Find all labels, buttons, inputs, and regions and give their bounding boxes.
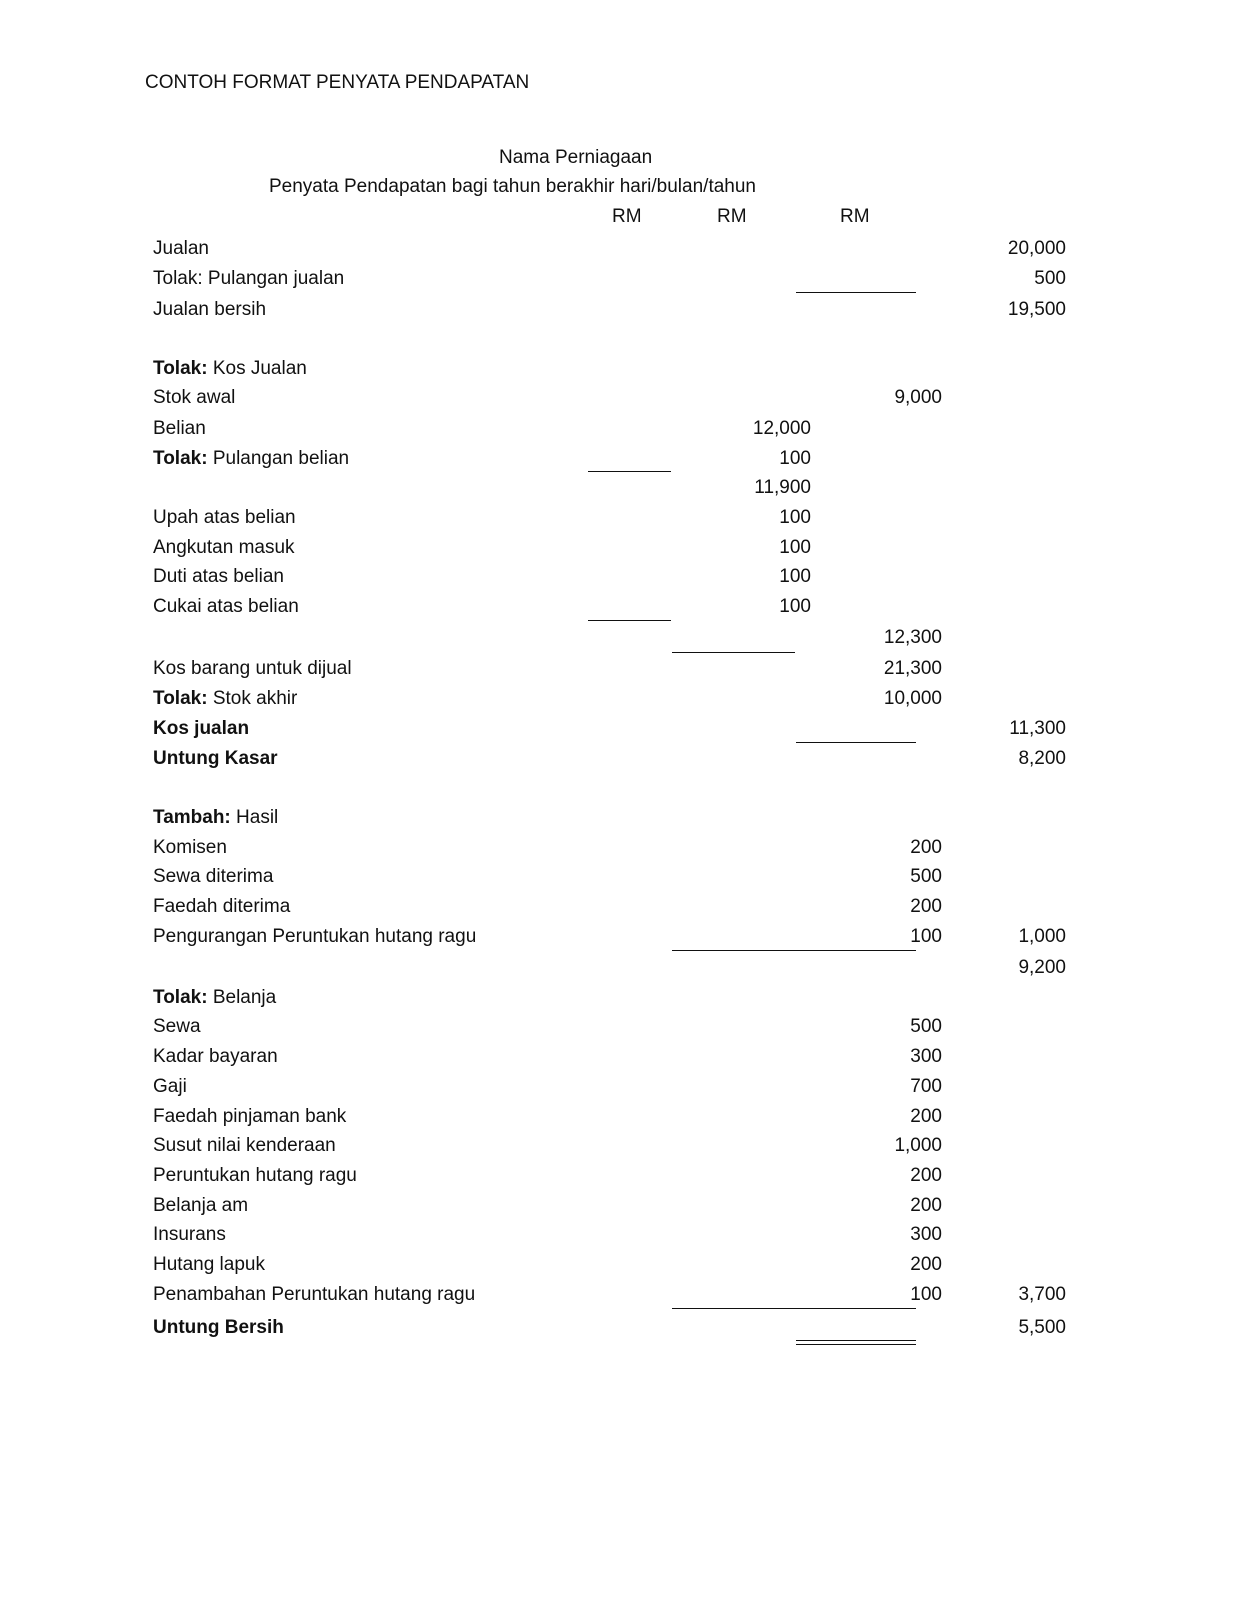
row-label-text: Peruntukan hutang ragu <box>153 1165 357 1186</box>
row-label-text: Belian <box>153 418 206 439</box>
statement-row <box>153 475 923 503</box>
row-label <box>153 746 278 772</box>
rule <box>796 742 916 743</box>
statement-row <box>153 236 1066 264</box>
amount-col-2: 9,000 <box>894 387 942 408</box>
statement-row <box>153 924 1066 952</box>
statement-row <box>153 266 1066 294</box>
statement-row <box>153 446 923 474</box>
row-label <box>153 297 266 323</box>
statement-row <box>153 716 1066 744</box>
statement-row <box>153 955 1066 983</box>
statement-row <box>153 1104 942 1132</box>
currency-header-1: RM <box>612 206 642 227</box>
statement-row <box>153 385 942 413</box>
row-label-text: Komisen <box>153 837 227 858</box>
row-label-bold: Tolak: <box>153 987 208 1008</box>
amount-col-2: 300 <box>910 1046 942 1067</box>
statement-row <box>153 894 942 922</box>
row-label-text: Cukai atas belian <box>153 596 299 617</box>
row-label <box>153 1282 475 1308</box>
rule <box>672 1308 916 1309</box>
amount-col-3: 5,500 <box>1018 1317 1066 1338</box>
statement-row <box>153 1282 1066 1310</box>
amount-col-1: 100 <box>779 596 811 617</box>
rule <box>672 950 916 951</box>
row-label-bold: Tolak: <box>153 688 208 709</box>
statement-row <box>153 505 923 533</box>
amount-col-2: 200 <box>910 1195 942 1216</box>
row-label-text: Kos Jualan <box>207 358 307 379</box>
row-label-text: Hutang lapuk <box>153 1254 265 1275</box>
rule <box>672 652 795 653</box>
row-label <box>153 1163 357 1189</box>
row-label <box>153 924 476 950</box>
business-name: Nama Perniagaan <box>499 147 653 168</box>
amount-col-2: 700 <box>910 1076 942 1097</box>
row-label <box>153 1133 336 1159</box>
row-label <box>153 805 278 831</box>
amount-col-3: 11,300 <box>1009 718 1066 739</box>
row-label-text: Sewa diterima <box>153 866 274 887</box>
amount-col-1: 12,000 <box>752 418 811 439</box>
row-label <box>153 864 273 890</box>
amount-col-3: 8,200 <box>1018 748 1066 769</box>
row-label-text: Stok awal <box>153 387 236 408</box>
row-label <box>153 1074 187 1100</box>
amount-col-2: 500 <box>910 1016 942 1037</box>
row-label-text: Pulangan belian <box>207 448 350 469</box>
statement-row <box>153 535 923 563</box>
document-title: CONTOH FORMAT PENYATA PENDAPATAN <box>145 72 530 93</box>
row-label-text: Hasil <box>230 807 279 828</box>
amount-col-2: 1,000 <box>894 1135 942 1156</box>
row-label-text: Tolak: Pulangan jualan <box>153 268 345 289</box>
row-label <box>153 356 307 382</box>
amount-col-3: 20,000 <box>1007 238 1066 259</box>
row-label-bold: Kos jualan <box>153 718 250 739</box>
statement-row <box>153 1252 942 1280</box>
statement-row <box>153 1074 942 1102</box>
amount-col-1: 100 <box>779 537 811 558</box>
row-label <box>153 716 249 742</box>
row-label <box>153 505 296 531</box>
amount-col-2: 300 <box>910 1224 942 1245</box>
row-label-bold: Tambah: <box>153 807 231 828</box>
statement-row <box>153 1014 942 1042</box>
amount-col-2: 200 <box>910 896 942 917</box>
double-rule <box>796 1340 916 1345</box>
row-label-bold: Untung Kasar <box>153 748 278 769</box>
row-label <box>153 1104 346 1130</box>
row-label <box>153 1252 265 1278</box>
row-label <box>153 1014 201 1040</box>
row-label <box>153 1222 226 1248</box>
row-label-text: Duti atas belian <box>153 566 284 587</box>
amount-col-1: 100 <box>779 448 811 469</box>
amount-col-3: 19,500 <box>1007 299 1066 320</box>
row-label <box>153 385 235 411</box>
statement-row <box>153 297 1066 325</box>
statement-row <box>153 805 923 833</box>
row-label-text: Faedah diterima <box>153 896 291 917</box>
statement-row <box>153 356 923 384</box>
row-label-text: Jualan bersih <box>153 299 267 320</box>
amount-col-1: 100 <box>779 566 811 587</box>
row-label <box>153 594 299 620</box>
row-label-text: Belanja am <box>153 1195 249 1216</box>
row-label-text: Belanja <box>207 987 277 1008</box>
amount-col-2: 100 <box>910 1284 942 1305</box>
statement-row <box>153 686 942 714</box>
row-label <box>153 835 227 861</box>
statement-row <box>153 1193 942 1221</box>
amount-col-1: 100 <box>779 507 811 528</box>
row-label-text: Faedah pinjaman bank <box>153 1106 347 1127</box>
row-label <box>153 1044 278 1070</box>
amount-col-2: 200 <box>910 1254 942 1275</box>
statement-row <box>153 985 923 1013</box>
statement-row <box>153 1315 1066 1343</box>
amount-col-2: 500 <box>910 866 942 887</box>
amount-col-3: 9,200 <box>1018 957 1066 978</box>
row-label-text: Kos barang untuk dijual <box>153 658 352 679</box>
row-label <box>153 894 290 920</box>
amount-col-2: 200 <box>910 1165 942 1186</box>
statement-row <box>153 1044 942 1072</box>
statement-row <box>153 564 923 592</box>
statement-row <box>153 1133 942 1161</box>
row-label-bold: Tolak: <box>153 448 208 469</box>
row-label-bold: Untung Bersih <box>153 1317 284 1338</box>
row-label <box>153 1193 248 1219</box>
row-label <box>153 656 352 682</box>
statement-row <box>153 746 1066 774</box>
row-label <box>153 686 297 712</box>
row-label-text: Insurans <box>153 1224 226 1245</box>
row-label-text: Angkutan masuk <box>153 537 295 558</box>
amount-col-3: 3,700 <box>1018 1284 1066 1305</box>
row-label-bold: Tolak: <box>153 358 208 379</box>
row-label <box>153 564 284 590</box>
row-label-text: Pengurangan Peruntukan hutang ragu <box>153 926 477 947</box>
rule <box>588 471 671 472</box>
amount-col-2: 10,000 <box>883 688 942 709</box>
amount-col-2: 100 <box>910 926 942 947</box>
row-label-text: Susut nilai kenderaan <box>153 1135 336 1156</box>
currency-header-2: RM <box>717 206 747 227</box>
row-label-text: Kadar bayaran <box>153 1046 278 1067</box>
statement-row <box>153 1222 942 1250</box>
row-label <box>153 416 206 442</box>
row-label-text: Stok akhir <box>207 688 298 709</box>
currency-header-3: RM <box>840 206 870 227</box>
row-label-text: Jualan <box>153 238 209 259</box>
row-label <box>153 446 349 472</box>
statement-row <box>153 864 942 892</box>
amount-col-2: 200 <box>910 837 942 858</box>
amount-col-3: 1,000 <box>1018 926 1066 947</box>
rule <box>796 292 916 293</box>
statement-row <box>153 625 942 653</box>
row-label-text: Sewa <box>153 1016 201 1037</box>
statement-row <box>153 656 942 684</box>
amount-col-1: 11,900 <box>754 477 811 498</box>
row-label <box>153 266 344 292</box>
row-label <box>153 535 295 561</box>
row-label-text: Gaji <box>153 1076 187 1097</box>
amount-col-2: 200 <box>910 1106 942 1127</box>
statement-row <box>153 835 942 863</box>
statement-row <box>153 416 923 444</box>
amount-col-2: 12,300 <box>883 627 942 648</box>
row-label <box>153 236 209 262</box>
row-label <box>153 1315 284 1341</box>
statement-title: Penyata Pendapatan bagi tahun berakhir hari/bulan/tahun <box>269 176 756 197</box>
row-label-text: Upah atas belian <box>153 507 296 528</box>
amount-col-3: 500 <box>1034 268 1066 289</box>
rule <box>588 620 671 621</box>
row-label <box>153 985 276 1011</box>
statement-row <box>153 594 923 622</box>
row-label-text: Penambahan Peruntukan hutang ragu <box>153 1284 476 1305</box>
amount-col-2: 21,300 <box>883 658 942 679</box>
statement-row <box>153 1163 942 1191</box>
